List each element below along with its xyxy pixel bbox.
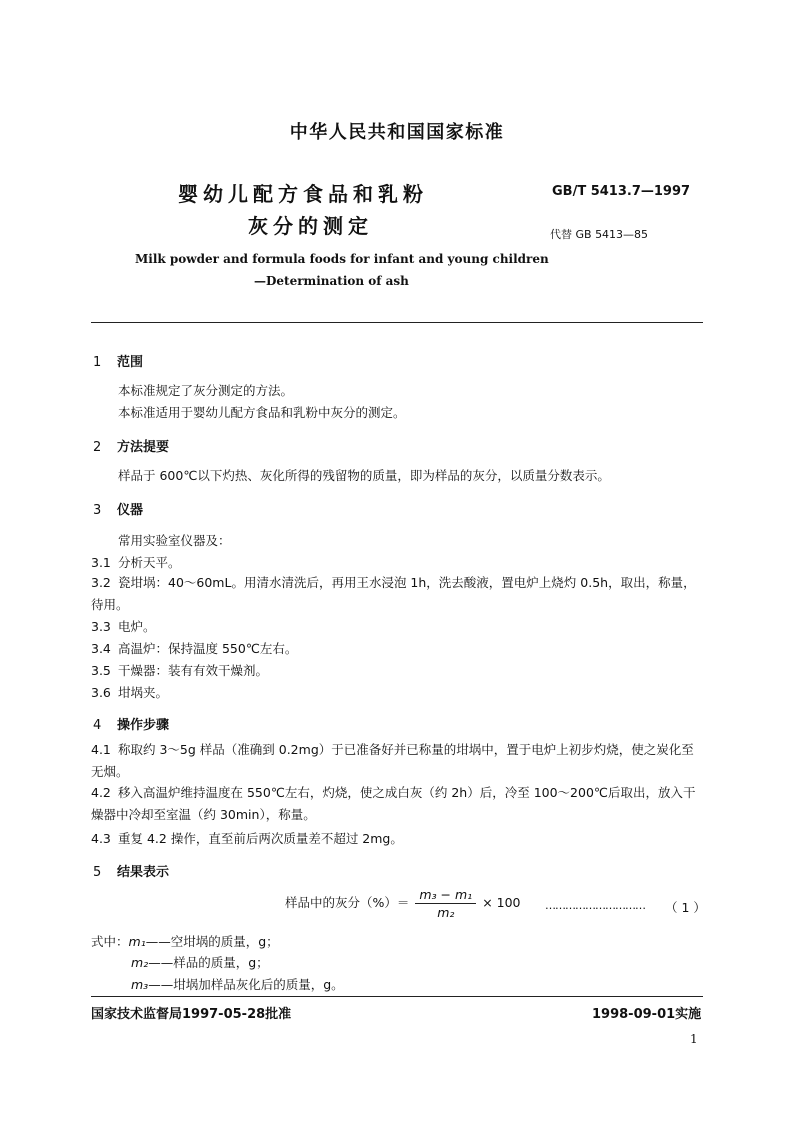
apparatus-item	[91, 572, 705, 616]
where-label: 式中：	[91, 934, 129, 949]
step-text: 称取约 3～5g 样品（准确到 0.2mg）于已准备好并已称量的坩埚中，置于电炉上初步灼烧，使之炭化至无烟。	[91, 742, 694, 779]
section-number: 5	[93, 865, 102, 880]
section-title: 方法提要	[117, 440, 170, 455]
implementation-date: 1998-09-01实施	[592, 1007, 702, 1022]
formula-numerator: m₃ − m₁	[415, 887, 476, 904]
scope-paragraph-2: 本标准适用于婴幼儿配方食品和乳粉中灰分的测定。	[118, 405, 406, 420]
scope-paragraph-1: 本标准规定了灰分测定的方法。	[118, 383, 294, 398]
national-standard-heading: 中华人民共和国国家标准	[289, 122, 505, 143]
formula-number: （ 1 ）	[665, 900, 706, 915]
item-text: 坩埚夹。	[118, 685, 169, 700]
formula-fraction	[415, 887, 476, 920]
apparatus-item	[91, 639, 297, 657]
step-number: 4.1	[91, 742, 111, 757]
section-number: 1	[93, 355, 102, 370]
formula-denominator: m₂	[437, 905, 455, 920]
header-divider	[91, 322, 703, 323]
item-text: 分析天平。	[118, 555, 181, 570]
section-number: 2	[93, 440, 102, 455]
method-summary-paragraph: 样品于 600℃以下灼热、灰化所得的残留物的质量，即为样品的灰分，以质量分数表示。	[118, 468, 610, 483]
apparatus-item	[91, 661, 268, 679]
variable-symbol: m₂	[131, 955, 149, 970]
step-number: 4.3	[91, 831, 111, 846]
item-number: 3.3	[91, 619, 111, 634]
section-number: 4	[93, 718, 102, 733]
variable-description: ——坩埚加样品灰化后的质量，g。	[148, 977, 344, 992]
replaces-standard: 代替 GB 5413—85	[550, 228, 649, 241]
section-number: 3	[93, 503, 102, 518]
variable-symbol: m₃	[131, 977, 149, 992]
variable-symbol: m₁	[128, 934, 146, 949]
procedure-step	[91, 782, 705, 826]
item-number: 3.1	[91, 555, 111, 570]
english-title-line1: Milk powder and formula foods for infant and young children	[135, 252, 549, 266]
section-title: 范围	[117, 355, 144, 370]
section-heading-procedure	[93, 714, 169, 733]
section-heading-results	[93, 861, 169, 880]
procedure-step	[91, 829, 403, 847]
formula-lhs: 样品中的灰分（%）＝	[285, 895, 410, 910]
section-title: 结果表示	[117, 865, 170, 880]
item-number: 3.2	[91, 575, 111, 590]
variable-description: ——空坩埚的质量，g；	[145, 934, 279, 949]
apparatus-item	[91, 617, 156, 635]
procedure-step	[91, 739, 705, 783]
item-number: 3.5	[91, 663, 111, 678]
formula-multiplier: × 100	[482, 895, 521, 910]
step-number: 4.2	[91, 785, 111, 800]
document-title-line2: 灰分的测定	[248, 214, 373, 238]
document-title-line1: 婴幼儿配方食品和乳粉	[178, 182, 428, 206]
formula-leader-dots: …………………………	[545, 899, 645, 912]
apparatus-intro: 常用实验室仪器及：	[118, 533, 231, 548]
item-text: 瓷坩埚：40～60mL。用清水清洗后，再用王水浸泡 1h，洗去酸液，置电炉上烧灼 0.5h，取出，称量，待用。	[91, 575, 696, 612]
page-number: 1	[690, 1032, 698, 1046]
item-text: 高温炉：保持温度 550℃左右。	[118, 641, 298, 656]
section-title: 仪器	[117, 503, 144, 518]
section-heading-scope	[93, 351, 143, 370]
item-number: 3.4	[91, 641, 111, 656]
approval-date: 国家技术监督局1997-05-28批准	[91, 1007, 292, 1022]
step-text: 移入高温炉维持温度在 550℃左右，灼烧，使之成白灰（约 2h）后，冷至 100～200℃后取出，放入干燥器中冷却至室温（约 30min），称量。	[91, 785, 696, 822]
variable-definition	[131, 975, 344, 993]
apparatus-item	[91, 683, 168, 701]
variable-definition	[91, 932, 279, 950]
item-number: 3.6	[91, 685, 111, 700]
item-text: 电炉。	[118, 619, 156, 634]
standard-number: GB/T 5413.7—1997	[552, 184, 691, 199]
footer-divider	[91, 996, 703, 997]
english-title-line2: —Determination of ash	[254, 274, 409, 288]
variable-definition	[131, 953, 269, 971]
ash-formula	[285, 887, 521, 920]
section-heading-apparatus	[93, 499, 143, 518]
step-text: 重复 4.2 操作，直至前后两次质量差不超过 2mg。	[118, 831, 403, 846]
variable-description: ——样品的质量，g；	[148, 955, 269, 970]
section-title: 操作步骤	[117, 718, 170, 733]
section-heading-method-summary	[93, 436, 169, 455]
apparatus-item	[91, 553, 181, 571]
item-text: 干燥器：装有有效干燥剂。	[118, 663, 269, 678]
